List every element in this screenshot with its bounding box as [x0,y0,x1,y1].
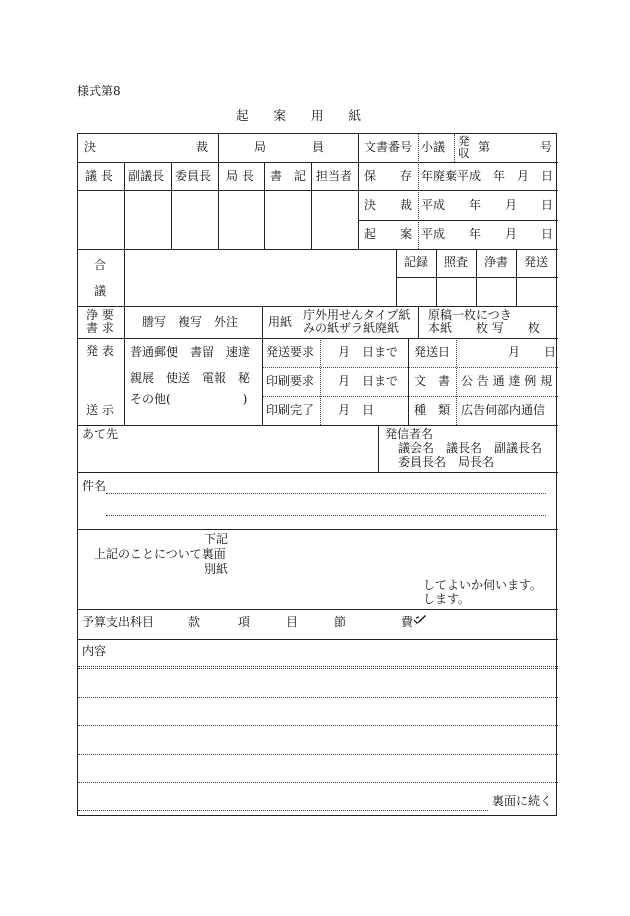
request-line-2: します。 [423,592,471,606]
shurui-label: 種 類 [414,403,451,417]
paper-type-line1: 庁外用せんタイプ紙 [303,308,411,322]
kessai-date-label: 決 裁 [364,198,413,212]
hasso-methods-1: 普通郵便 書留 速達 [130,345,251,359]
kenmei-label: 件名 [82,479,107,493]
hasshinsha-label: 発信者名 [385,427,434,441]
continued-label: 裏面に続く [492,794,553,808]
body-line: 上記のことについて裏面 [94,547,226,561]
naiyo-label: 内容 [82,644,107,658]
yoshi-label: 用紙 [268,315,293,329]
shu-label: 収 [458,146,470,160]
hasso-methods-3: その他( ) [130,392,248,406]
insatsu-kanryo-value: 月 日 [338,403,375,417]
hasshinsha-names-2: 委員長名 局長名 [398,455,495,469]
go-label: 号 [540,140,553,154]
setsu-label: 節 [334,615,347,629]
josho-options: 謄写 複写 外注 [142,315,239,329]
bunsho-label: 文 書 [414,374,451,388]
gougi-ai: 合 [94,258,107,272]
kessai-label-2: 裁 [196,140,209,154]
hozon-label: 保 存 [364,169,413,183]
shurui-value: 広告伺部内通信 [461,403,546,417]
kian-form [77,133,557,816]
dai-label: 第 [478,140,491,154]
shosa-label: 照査 [444,255,469,269]
hassobi-value: 月 日 [508,345,557,359]
form-code: 様式第8 [77,84,121,98]
kiroku-label: 記録 [404,255,429,269]
kou-label: 項 [238,615,251,629]
insatsu-yokyu-label: 印刷要求 [266,374,315,388]
hozon-value: 年廃棄平成 年 月 日 [421,169,554,183]
iincho-label: 委員長 [175,169,212,183]
hi-label: 費 [401,615,414,629]
moku-label: 目 [286,615,299,629]
kian-date-label: 起 案 [364,227,413,241]
kyoku-label: 局 [254,140,267,154]
kan-label: 款 [188,615,201,629]
tantosha-label: 担当者 [316,169,353,183]
atesaki-label: あて先 [82,427,119,441]
in-label: 員 [312,140,325,154]
kaki-label: 下記 [204,532,229,546]
hasso-yokyu-value: 月 日まで [338,345,399,359]
request-line-1: してよいか伺います。 [423,578,543,592]
josho-label: 浄書 [484,255,509,269]
paper-type-line2: みの紙ザラ紙廃紙 [303,321,400,335]
form-title: 起 案 用 紙 [236,108,362,123]
gougi-gi: 議 [94,284,107,298]
hasso-hyoji-bottom: 送 示 [86,403,114,417]
hasso-label: 発送 [524,255,549,269]
genko-line2: 本紙 枚 写 枚 [428,321,540,335]
yosan-label: 予算支出科目 [82,615,155,629]
hasso-methods-2: 親展 使送 電報 秘 [130,371,251,385]
josho-yokyu-top: 浄 要 [86,308,114,322]
insatsu-kanryo-label: 印刷完了 [266,403,315,417]
insatsu-yokyu-value: 月 日まで [338,374,399,388]
genko-line1: 原稿一枚につき [428,308,512,322]
hasso-yokyu-label: 発送要求 [266,345,315,359]
kessai-label: 決 [84,140,97,154]
bunsho-bango-label: 文書番号 [364,140,413,154]
fukugicho-label: 副議長 [128,169,165,183]
besshi-label: 別紙 [204,562,229,576]
kyokucho-label: 局 長 [226,169,254,183]
kessai-date-value: 平成 年 月 日 [421,198,554,212]
kian-date-value: 平成 年 月 日 [421,227,554,241]
gicho-label: 議 長 [85,169,113,183]
pencil-mark-icon [413,613,427,627]
shogi-label: 小議 [421,140,446,154]
hasshinsha-names-1: 議会名 議長名 副議長名 [398,441,543,455]
josho-yokyu-bottom: 書 求 [86,321,114,335]
hasso-hyoji-top: 発 表 [86,344,114,358]
hassobi-label: 発送日 [414,345,451,359]
hatsu-label: 発 [458,134,470,148]
shoki-label: 書 記 [270,169,307,183]
bunsho-value: 公 告 通 達 例 規 [461,374,553,388]
